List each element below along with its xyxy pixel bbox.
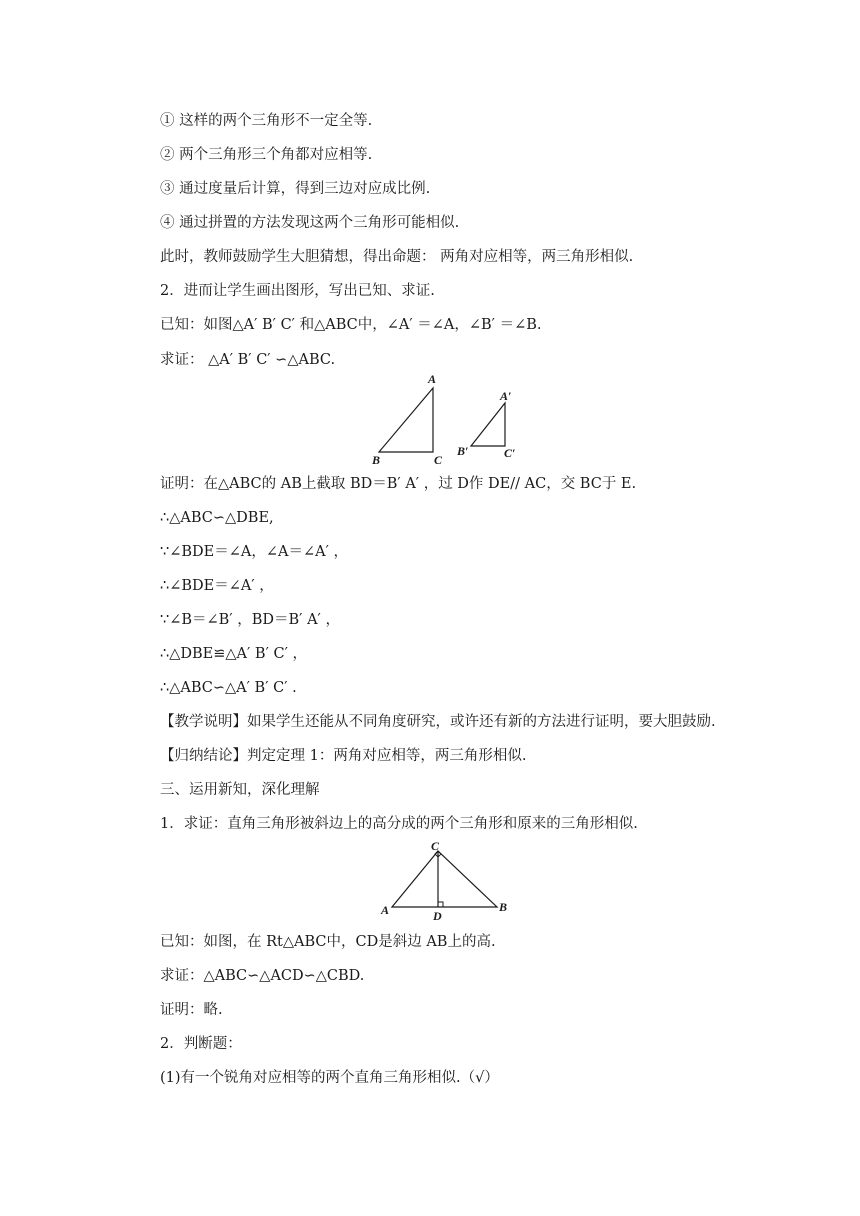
label-a: A	[428, 372, 437, 386]
text-line: ∵∠B＝∠B′ ，BD＝B′ A′ ，	[160, 612, 340, 628]
text-line: ∴△ABC∽△DBE,	[160, 510, 274, 526]
text-line: 证明：在△ABC的 AB上截取 BD＝B′ A′ ，过 D作 DE// AC，交 BC于 E.	[160, 476, 637, 492]
text-line: ④ 通过拼置的方法发现这两个三角形可能相似.	[160, 215, 460, 231]
text-line: 2．判断题：	[160, 1036, 242, 1052]
label-a1: A′	[500, 389, 512, 403]
section-heading: 三、运用新知，深化理解	[160, 782, 320, 798]
text-line: ② 两个三角形三个角都对应相等.	[160, 147, 373, 163]
right-triangle-altitude-figure	[375, 836, 515, 922]
text-line: 求证： △A′ B′ C′ ∽△ABC.	[160, 352, 336, 368]
text-line: 证明：略.	[160, 1002, 223, 1018]
label-d: D	[433, 909, 442, 922]
triangle-abc	[379, 388, 433, 452]
text-line: 已知：如图，在 Rt△ABC中，CD是斜边 AB上的高.	[160, 934, 496, 950]
text-line: 2．进而让学生画出图形，写出已知、求证.	[160, 283, 435, 299]
text-line: ∵∠BDE＝∠A，∠A＝∠A′ ，	[160, 544, 349, 560]
label-b: B	[499, 900, 508, 914]
triangle-abc-right	[392, 851, 497, 907]
label-c1: C′	[504, 446, 516, 460]
text-line: 【归纳结论】判定定理 1：两角对应相等，两三角形相似.	[160, 748, 527, 764]
label-b1: B′	[457, 444, 469, 458]
text-line: 此时，教师鼓励学生大胆猜想，得出命题： 两角对应相等，两三角形相似.	[160, 249, 634, 265]
text-line: ③ 通过度量后计算，得到三边对应成比例.	[160, 181, 431, 197]
text-line: ∴△DBE≌△A′ B′ C′ ，	[160, 646, 307, 662]
right-angle-mark	[438, 902, 443, 907]
similar-triangles-figure	[365, 370, 535, 470]
text-line: (1)有一个锐角对应相等的两个直角三角形相似.（√）	[160, 1070, 499, 1086]
label-a: A	[381, 903, 390, 917]
text-line: ① 这样的两个三角形不一定全等.	[160, 113, 373, 129]
label-c: C	[434, 453, 443, 467]
text-line: 1．求证：直角三角形被斜边上的高分成的两个三角形和原来的三角形相似.	[160, 816, 638, 832]
text-line: 求证：△ABC∽△ACD∽△CBD.	[160, 968, 365, 984]
text-line: ∴∠BDE＝∠A′ ，	[160, 578, 274, 594]
text-line: 【教学说明】如果学生还能从不同角度研究，或许还有新的方法进行证明，要大胆鼓励.	[160, 714, 716, 730]
text-line: ∴△ABC∽△A′ B′ C′ .	[160, 680, 297, 696]
text-line: 已知：如图△A′ B′ C′ 和△ABC中，∠A′ ＝∠A，∠B′ ＝∠B.	[160, 317, 542, 333]
triangle-a1b1c1	[471, 403, 505, 446]
label-c: C	[431, 839, 440, 853]
label-b: B	[372, 453, 381, 467]
